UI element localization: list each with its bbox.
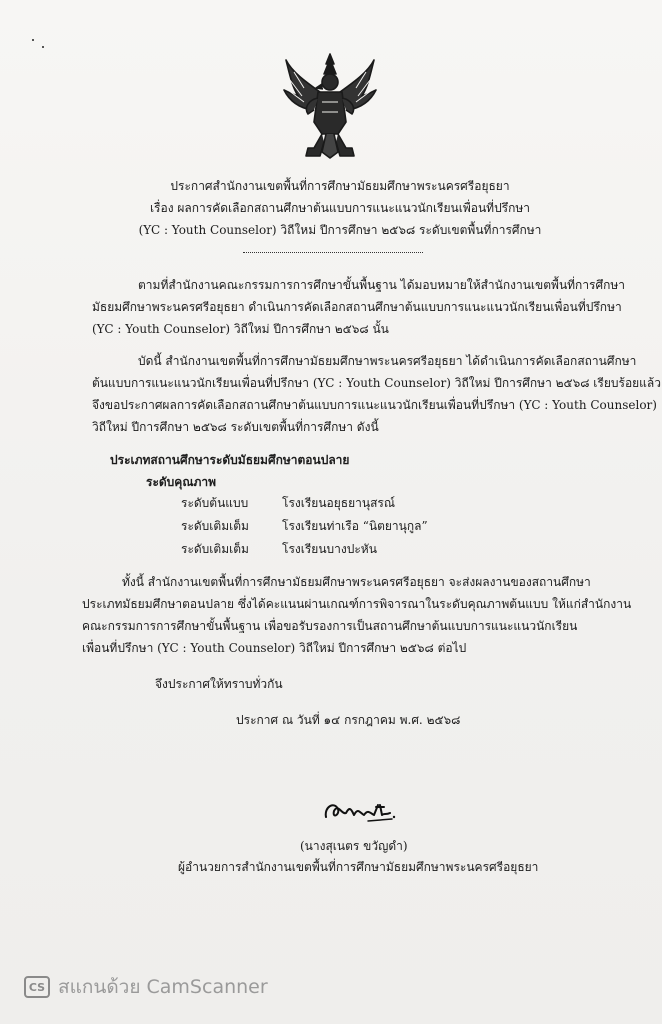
scan-speck	[32, 39, 34, 41]
paragraph-line: (YC : Youth Counselor) วิถีใหม่ ปีการศึกษา ๒๕๖๘ นั้น	[92, 322, 389, 336]
camscanner-logo-icon: CS	[24, 976, 50, 998]
announcement-date: ประกาศ ณ วันที่ ๑๔ กรกฎาคม พ.ศ. ๒๕๖๘	[236, 713, 461, 727]
announcement-subject: เรื่อง ผลการคัดเลือกสถานศึกษาต้นแบบการแนะแนวนักเรียนเพื่อนที่ปรึกษา	[149, 201, 531, 215]
paragraph-line: ต้นแบบการแนะแนวนักเรียนเพื่อนที่ปรึกษา (YC : Youth Counselor) วิถีใหม่ ปีการศึกษา ๒๕๖๘ เรียบร้อยแล้ว	[92, 376, 662, 390]
result-level: ระดับเติมเต็ม	[181, 542, 249, 556]
result-school: โรงเรียนอยุธยานุสรณ์	[282, 496, 395, 510]
paragraph-line: ตามที่สำนักงานคณะกรรมการการศึกษาขั้นพื้นฐาน ได้มอบหมายให้สำนักงานเขตพื้นที่การศึกษา	[138, 278, 626, 292]
paragraph-line: ทั้งนี้ สำนักงานเขตพื้นที่การศึกษามัธยมศึกษาพระนครศรีอยุธยา จะส่งผลงานของสถานศึกษา	[122, 575, 591, 589]
closing-statement: จึงประกาศให้ทราบทั่วกัน	[155, 677, 283, 691]
paragraph-line: มัธยมศึกษาพระนครศรีอยุธยา ดำเนินการคัดเลือกสถานศึกษาต้นแบบการแนะแนวนักเรียนเพื่อนที่ปรึกษา	[92, 300, 622, 314]
paragraph-line: เพื่อนที่ปรึกษา (YC : Youth Counselor) วิถีใหม่ ปีการศึกษา ๒๕๖๘ ต่อไป	[82, 641, 467, 655]
garuda-emblem-icon	[282, 52, 378, 160]
paragraph-line: คณะกรรมการการศึกษาขั้นพื้นฐาน เพื่อขอรับรองการเป็นสถานศึกษาต้นแบบการแนะแนวนักเรียน	[82, 619, 578, 633]
header-divider	[243, 252, 423, 253]
result-level: ระดับต้นแบบ	[181, 496, 249, 510]
signatory-name: (นางสุเนตร ขวัญดำ)	[300, 839, 408, 853]
result-level: ระดับเติมเต็ม	[181, 519, 249, 533]
camscanner-watermark	[24, 974, 268, 1000]
scan-speck	[42, 46, 44, 48]
announcement-subject-line2: (YC : Youth Counselor) วิถีใหม่ ปีการศึกษา ๒๕๖๘ ระดับเขตพื้นที่การศึกษา	[138, 223, 542, 237]
result-school: โรงเรียนท่าเรือ “นิตยานุกูล”	[282, 519, 428, 533]
paragraph-line: วิถีใหม่ ปีการศึกษา ๒๕๖๘ ระดับเขตพื้นที่การศึกษา ดังนี้	[92, 420, 379, 434]
paragraph-line: จึงขอประกาศผลการคัดเลือกสถานศึกษาต้นแบบการแนะแนวนักเรียนเพื่อนที่ปรึกษา (YC : Youth Counselor)	[92, 398, 657, 412]
result-school: โรงเรียนบางปะหัน	[282, 542, 377, 556]
quality-level-heading: ระดับคุณภาพ	[146, 475, 217, 489]
school-category-heading: ประเภทสถานศึกษาระดับมัธยมศึกษาตอนปลาย	[110, 453, 350, 467]
paragraph-line: ประเภทมัธยมศึกษาตอนปลาย ซึ่งได้คะแนนผ่านเกณฑ์การพิจารณาในระดับคุณภาพต้นแบบ ให้แก่สำนักงาน	[82, 597, 632, 611]
paragraph-line: บัดนี้ สำนักงานเขตพื้นที่การศึกษามัธยมศึกษาพระนครศรีอยุธยา ได้ดำเนินการคัดเลือกสถานศึกษา	[138, 354, 637, 368]
handwritten-signature	[320, 795, 400, 829]
announcement-title: ประกาศสำนักงานเขตพื้นที่การศึกษามัธยมศึกษาพระนครศรีอยุธยา	[170, 179, 510, 193]
signatory-title: ผู้อำนวยการสำนักงานเขตพื้นที่การศึกษามัธยมศึกษาพระนครศรีอยุธยา	[178, 860, 539, 874]
camscanner-text: สแกนด้วย CamScanner	[58, 976, 268, 998]
